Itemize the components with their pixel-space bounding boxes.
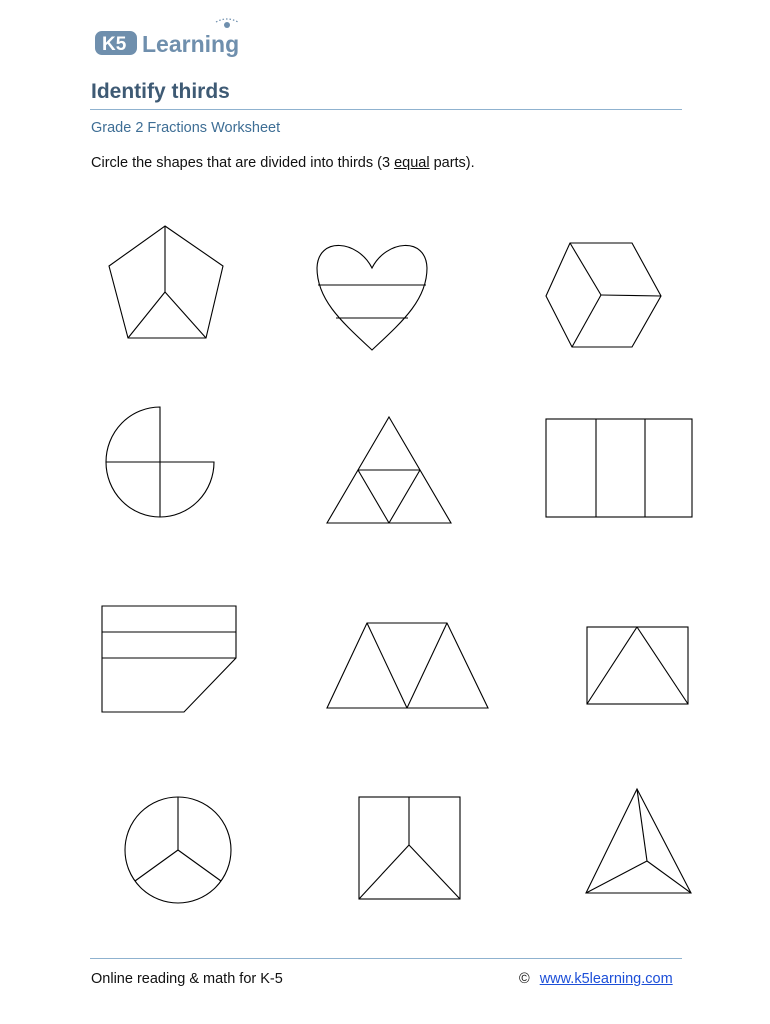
triangle-center-shape[interactable]	[586, 789, 691, 893]
square-shape[interactable]	[359, 797, 460, 899]
footer-copyright	[519, 971, 673, 987]
triangle-shape[interactable]	[327, 417, 451, 523]
instruction-before: Circle the shapes that are divided into thirds (3	[91, 155, 395, 171]
page-title: Identify thirds	[91, 80, 230, 103]
copyright-symbol: ©	[519, 971, 530, 987]
circle-shape[interactable]	[125, 797, 231, 903]
instruction-underlined: equal	[394, 155, 430, 171]
instruction-after: parts).	[429, 155, 475, 171]
website-link[interactable]: www.k5learning.com	[539, 971, 673, 987]
logo-learning-text: Learning	[142, 31, 240, 57]
three-quarter-circle-shape[interactable]	[106, 407, 214, 517]
logo-k5-text: K5	[102, 34, 127, 55]
rectangle-shape[interactable]	[546, 419, 692, 517]
footer-divider	[90, 958, 682, 959]
heart-shape[interactable]	[317, 245, 427, 350]
pentagon-shape[interactable]	[109, 226, 223, 338]
rectangle-triangle-shape[interactable]	[587, 627, 688, 704]
worksheet-subtitle: Grade 2 Fractions Worksheet	[91, 120, 281, 136]
footer-tagline: Online reading & math for K-5	[91, 971, 283, 987]
trapezoid-shape[interactable]	[327, 623, 488, 708]
trapezoid-flag-shape[interactable]	[102, 606, 236, 712]
hexagon-shape[interactable]	[546, 243, 661, 347]
